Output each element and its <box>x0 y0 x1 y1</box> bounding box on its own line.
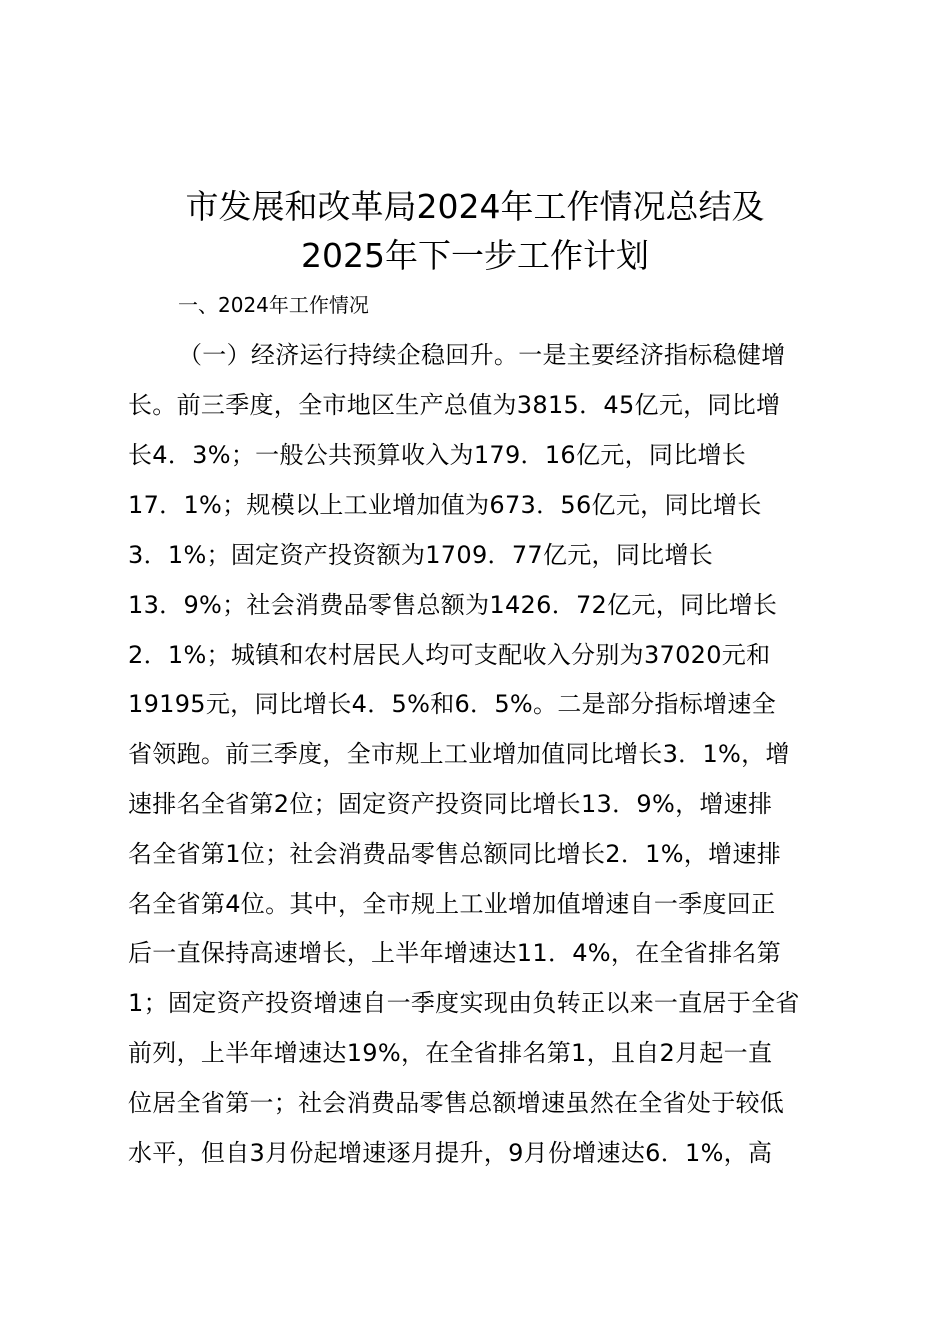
paragraph-line: 1；固定资产投资增速自一季度实现由负转正以来一直居于全省 <box>128 989 800 1017</box>
section-heading: 一、2024年工作情况 <box>178 293 369 317</box>
paragraph-line: 速排名全省第2位；固定资产投资同比增长13．9%，增速排 <box>128 790 773 818</box>
paragraph-line: 前列，上半年增速达19%，在全省排名第1，且自2月起一直 <box>128 1039 773 1067</box>
paragraph-line: 长4．3%；一般公共预算收入为179．16亿元，同比增长 <box>128 441 747 469</box>
paragraph-line: 19195元，同比增长4．5%和6．5%。二是部分指标增速全 <box>128 690 777 718</box>
paragraph-line: 位居全省第一；社会消费品零售总额增速虽然在全省处于较低 <box>128 1089 785 1117</box>
paragraph-line: 省领跑。前三季度，全市规上工业增加值同比增长3．1%，增 <box>128 740 790 768</box>
paragraph-line: 名全省第1位；社会消费品零售总额同比增长2．1%，增速排 <box>128 840 782 868</box>
paragraph-line: 13．9%；社会消费品零售总额为1426．72亿元，同比增长 <box>128 591 778 619</box>
paragraph-line: （一）经济运行持续企稳回升。一是主要经济指标稳健增 <box>178 341 786 369</box>
paragraph-line: 后一直保持高速增长，上半年增速达11．4%，在全省排名第 <box>128 939 782 967</box>
paragraph-line: 名全省第4位。其中，全市规上工业增加值增速自一季度回正 <box>128 890 776 918</box>
paragraph-line: 3．1%；固定资产投资额为1709．77亿元，同比增长 <box>128 541 714 569</box>
paragraph-line: 长。前三季度，全市地区生产总值为3815．45亿元，同比增 <box>128 391 781 419</box>
document-title-line-1: 市发展和改革局2024年工作情况总结及 <box>185 187 765 226</box>
document-title-line-2: 2025年下一步工作计划 <box>301 236 649 275</box>
paragraph-line: 17．1%；规模以上工业增加值为673．56亿元，同比增长 <box>128 491 762 519</box>
paragraph-line: 2．1%；城镇和农村居民人均可支配收入分别为37020元和 <box>128 641 771 669</box>
paragraph-line: 水平，但自3月份起增速逐月提升，9月份增速达6．1%，高 <box>128 1139 773 1167</box>
